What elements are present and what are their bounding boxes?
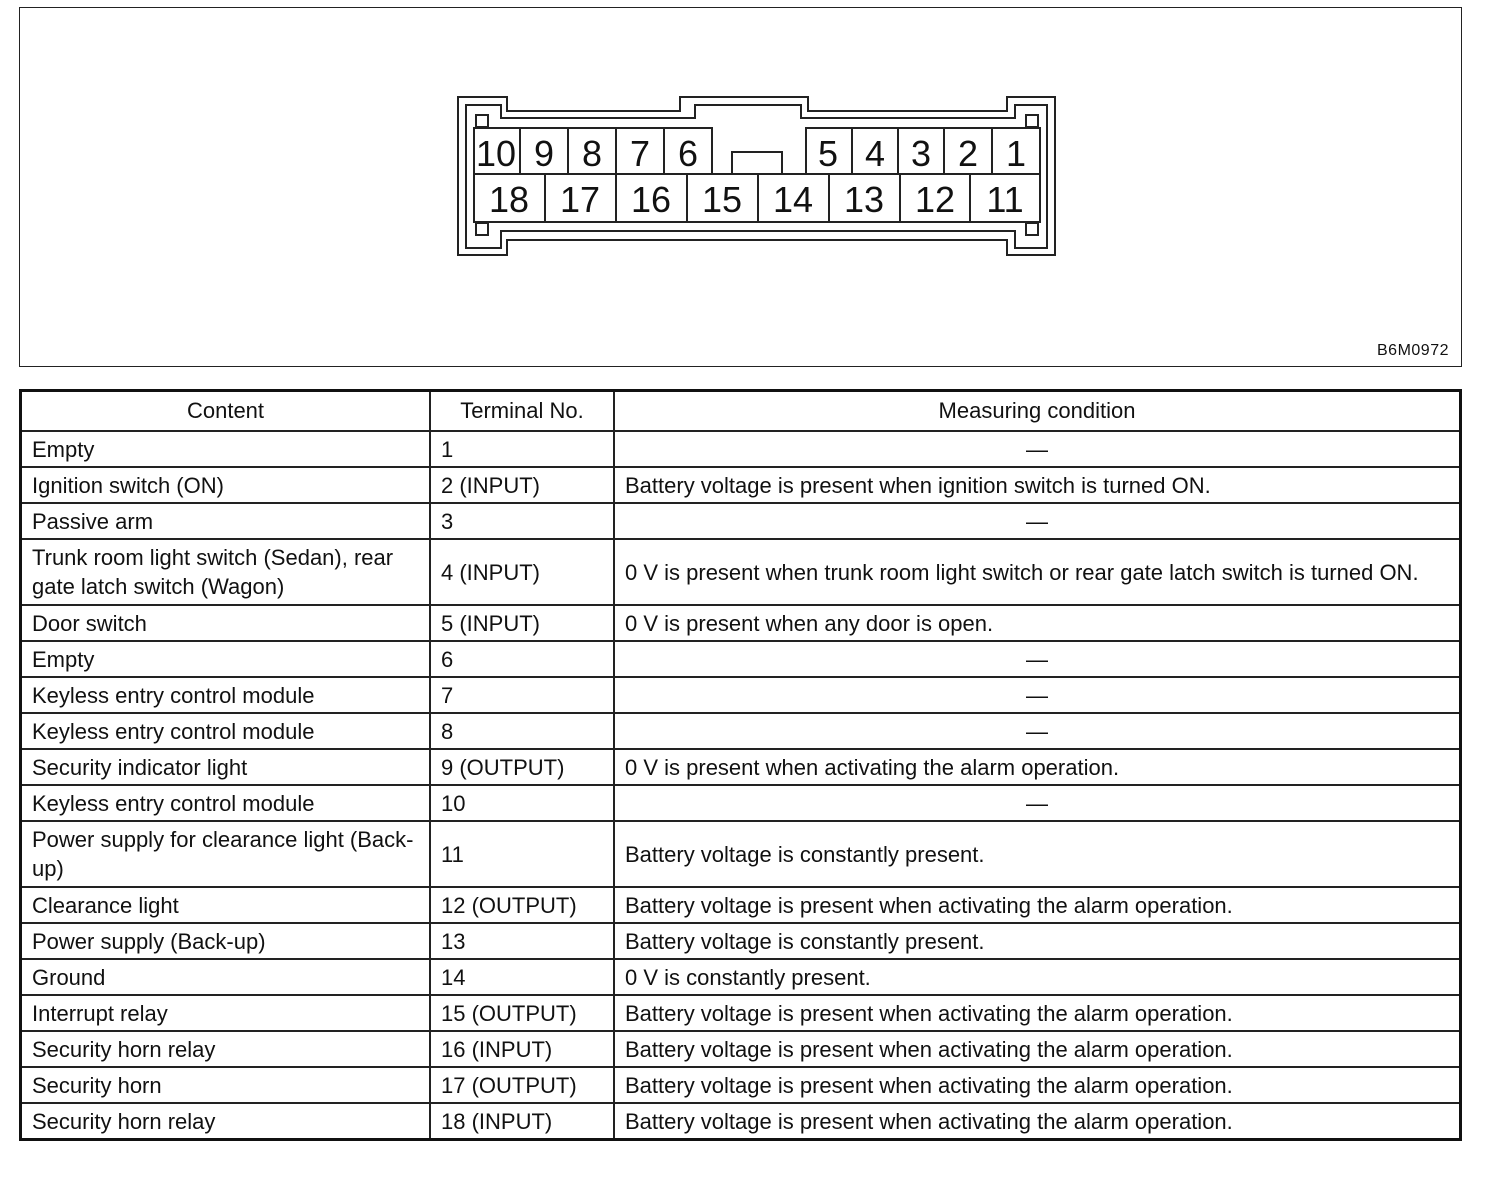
cell-condition: Battery voltage is present when activating the alarm operation. [614,1103,1461,1140]
cell-condition: Battery voltage is constantly present. [614,923,1461,959]
cell-terminal: 15 (OUTPUT) [430,995,614,1031]
cell-terminal: 5 (INPUT) [430,605,614,641]
table-row [21,1103,1461,1140]
cell-condition: 0 V is present when trunk room light switch or rear gate latch switch is turned ON. [614,539,1461,605]
pin-label: 1 [1005,133,1027,174]
cell-content: Empty [21,641,431,677]
table-row [21,887,1461,923]
pin-label: 2 [957,133,979,174]
cell-condition: Battery voltage is present when activating the alarm operation. [614,995,1461,1031]
cell-condition: Battery voltage is present when activating the alarm operation. [614,887,1461,923]
header-content: Content [21,391,431,432]
cell-content: Empty [21,431,431,467]
cell-content: Power supply (Back-up) [21,923,431,959]
cell-content: Trunk room light switch (Sedan), rear gate latch switch (Wagon) [21,539,431,605]
pin-label: 8 [581,133,603,174]
connector-housing-inner [466,105,1047,248]
cell-condition: Battery voltage is constantly present. [614,821,1461,887]
cell-content: Passive arm [21,503,431,539]
pin-label: 18 [488,179,530,220]
table-row [21,995,1461,1031]
cell-terminal: 9 (OUTPUT) [430,749,614,785]
cell-content: Security horn relay [21,1103,431,1140]
cell-terminal: 4 (INPUT) [430,539,614,605]
cell-terminal: 17 (OUTPUT) [430,1067,614,1103]
pin-label: 9 [533,133,555,174]
cell-condition: — [614,641,1461,677]
cell-content: Power supply for clearance light (Back-up) [21,821,431,887]
header-condition: Measuring condition [614,391,1461,432]
cell-condition: Battery voltage is present when activating the alarm operation. [614,1031,1461,1067]
pin-label: 11 [986,179,1024,220]
cell-condition: Battery voltage is present when activating the alarm operation. [614,1067,1461,1103]
cell-content: Keyless entry control module [21,713,431,749]
connector-drawing [20,8,1460,365]
table-row [21,1067,1461,1103]
table-row [21,821,1461,887]
cell-terminal: 6 [430,641,614,677]
table-row [21,641,1461,677]
cell-condition: — [614,677,1461,713]
cell-content: Ignition switch (ON) [21,467,431,503]
table-row [21,677,1461,713]
cell-terminal: 2 (INPUT) [430,467,614,503]
cell-terminal: 10 [430,785,614,821]
table-row [21,605,1461,641]
pin-label: 6 [677,133,699,174]
table-row [21,539,1461,605]
cell-condition: — [614,785,1461,821]
terminal-spec-table [19,389,1462,1141]
table-row [21,749,1461,785]
figure-code: B6M0972 [1377,342,1449,359]
pin-label: 5 [817,133,839,174]
pin-label: 3 [910,133,932,174]
cell-terminal: 13 [430,923,614,959]
cell-content: Keyless entry control module [21,677,431,713]
cell-condition: 0 V is present when activating the alarm operation. [614,749,1461,785]
cell-condition: — [614,503,1461,539]
table-row [21,431,1461,467]
cell-content: Security horn relay [21,1031,431,1067]
cell-condition: — [614,713,1461,749]
cell-terminal: 8 [430,713,614,749]
cell-content: Ground [21,959,431,995]
cell-terminal: 7 [430,677,614,713]
header-terminal: Terminal No. [430,391,614,432]
cell-terminal: 18 (INPUT) [430,1103,614,1140]
pin-label: 17 [559,179,601,220]
cell-terminal: 14 [430,959,614,995]
cell-content: Security horn [21,1067,431,1103]
cell-terminal: 3 [430,503,614,539]
table-row [21,503,1461,539]
cell-content: Security indicator light [21,749,431,785]
table-row [21,713,1461,749]
pin-label: 7 [629,133,651,174]
cell-content: Keyless entry control module [21,785,431,821]
pin-label: 13 [843,179,885,220]
cell-content: Interrupt relay [21,995,431,1031]
table-row [21,923,1461,959]
cell-terminal: 16 (INPUT) [430,1031,614,1067]
cell-content: Door switch [21,605,431,641]
cell-terminal: 12 (OUTPUT) [430,887,614,923]
table-row [21,1031,1461,1067]
pin-label: 16 [630,179,672,220]
cell-condition: — [614,431,1461,467]
pin-label: 10 [475,133,517,174]
cell-terminal: 1 [430,431,614,467]
table-row [21,467,1461,503]
connector-diagram [19,7,1462,367]
table-row [21,785,1461,821]
pin-label: 14 [772,179,814,220]
cell-condition: Battery voltage is present when ignition switch is turned ON. [614,467,1461,503]
cell-condition: 0 V is constantly present. [614,959,1461,995]
cell-condition: 0 V is present when any door is open. [614,605,1461,641]
cell-terminal: 11 [430,821,614,887]
pin-label: 4 [864,133,886,174]
table-header-row [21,391,1461,432]
table-row [21,959,1461,995]
cell-content: Clearance light [21,887,431,923]
pin-label: 12 [914,179,956,220]
pin-label: 15 [701,179,743,220]
